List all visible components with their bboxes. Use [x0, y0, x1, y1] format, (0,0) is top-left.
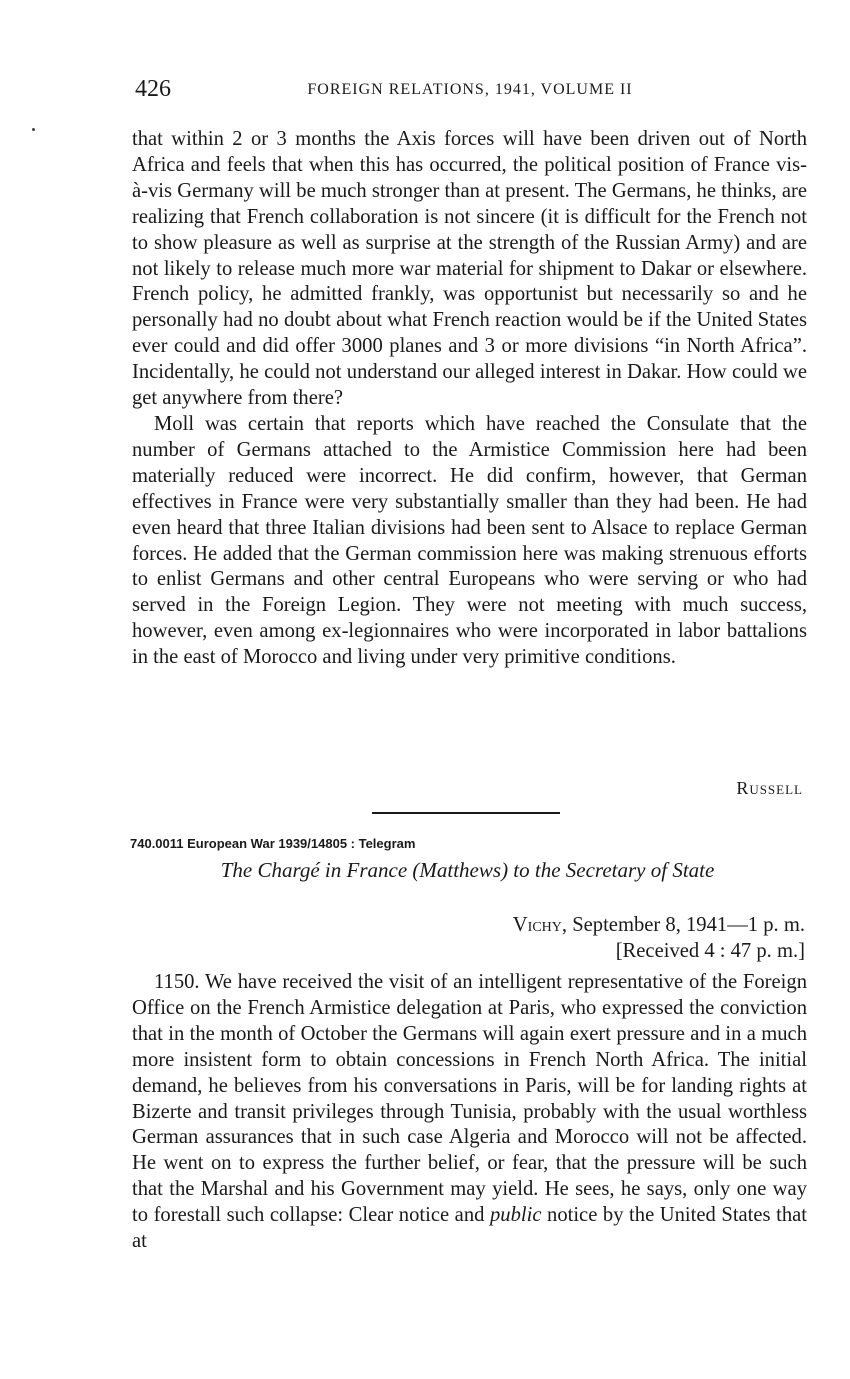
paragraph: Moll was certain that reports which have reached the Consulate that the number of Germans attached to the Armistice Commission here had been materially reduced were incorrect. He did confirm, however, that German effectives in France were very substantially smaller than they had been. He had even heard that three Italian divisions had been sent to Alsace to replace German forces. He added that the German commission here was making strenuous efforts to enlist Germans and other central Europeans who were serving or who had served in the Foreign Legion. They were not meeting with much success, however, even among ex-legionnaires who were incorporated in labor battalions in the east of Morocco and living under very primitive conditions.	[132, 412, 807, 669]
margin-mark	[32, 128, 35, 131]
title-prefix: The Chargé in France (	[220, 858, 420, 882]
dateline-place: Vichy,	[512, 914, 568, 936]
telegram-text	[132, 970, 807, 1255]
page-header	[135, 74, 805, 108]
section-divider	[372, 812, 560, 814]
title-suffix: ) to the Secretary of State	[501, 858, 715, 882]
dateline	[513, 912, 805, 964]
running-head: FOREIGN RELATIONS, 1941, VOLUME II	[307, 81, 633, 98]
dateline-sent	[513, 912, 805, 938]
continuation-text	[132, 127, 807, 671]
telegram-body-tail: notice by the United States that at	[132, 1204, 807, 1253]
paragraph	[132, 970, 807, 1255]
document-title	[130, 858, 805, 883]
signature: Russell	[736, 778, 803, 798]
telegram-body: 1150. We have received the visit of an intelligent representative of the Foreign Office on the French Armistice delegation at Paris, who expressed the conviction that in the month of October the Germans will again exert pressure and in a much more insistent form to obtain concessions in French North Africa. The initial demand, he believes from his conversations in Paris, will be for landing rights at Bizerte and transit privileges through Tunisia, probably with the usual worthless German assurances that in such case Algeria and Morocco will not be affected. He went on to express the further belief, or fear, that the pressure will be such that the Marshal and his Government may yield. He sees, he says, only one way to forestall such collapse: Clear notice and	[132, 971, 807, 1227]
page-number: 426	[135, 76, 171, 102]
paragraph: that within 2 or 3 months the Axis forces will have been driven out of North Africa and feels that when this has occurred, the political position of France vis-à-vis Germany will be much stronger than at present. The Germans, he thinks, are realizing that French collaboration is not sincere (it is difficult for the French not to show pleasure as well as surprise at the strength of the Russian Army) and are not likely to release much more war material for shipment to Dakar or elsewhere. French policy, he admitted frankly, was opportunist but necessarily so and he personally had no doubt about what French reaction would be if the United States ever could and did offer 3000 planes and 3 or more divisions “in North Africa”. Incidentally, he could not understand our alleged interest in Dakar. How could we get anywhere from there?	[132, 128, 807, 410]
emphasis: public	[489, 1204, 542, 1227]
title-name: Matthews	[419, 858, 502, 882]
dateline-date: September 8, 1941—1 p. m.	[567, 914, 805, 936]
file-reference: 740.0011 European War 1939/14805 : Telegram	[130, 836, 416, 851]
dateline-received: [Received 4 : 47 p. m.]	[615, 940, 805, 962]
